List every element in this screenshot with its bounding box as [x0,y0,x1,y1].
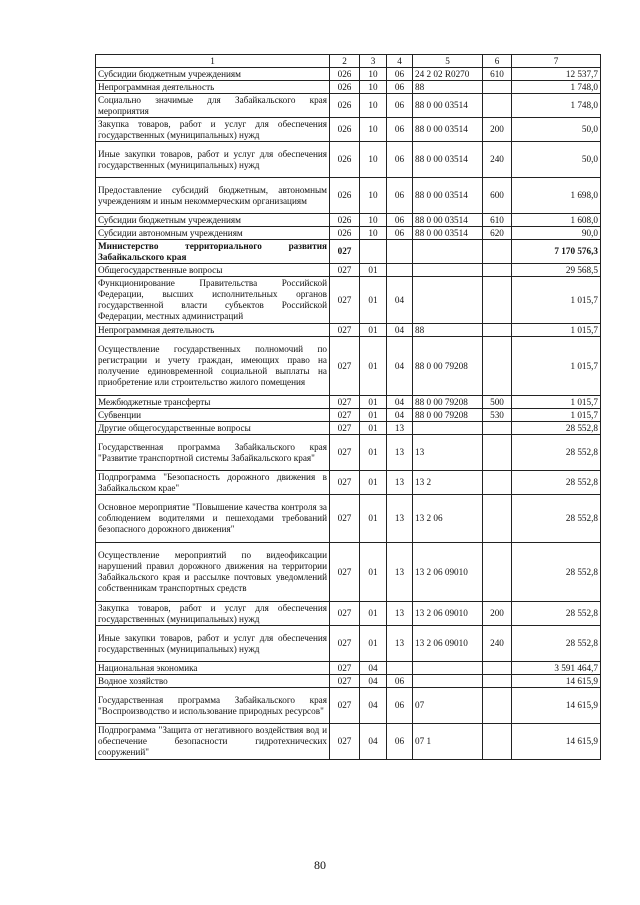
cell-expense-type [483,543,512,602]
cell-admin-code: 026 [330,81,360,94]
cell-name: Функционирование Правительства Российской Федерации, высших исполнительных органов государственной власти субъектов Российской Федерации, местных администраций [96,277,330,324]
cell-section: 10 [360,118,387,142]
cell-expense-type [483,240,512,264]
cell-target-article [413,422,483,435]
cell-target-article: 88 0 00 79208 [413,337,483,396]
cell-section: 10 [360,94,387,118]
cell-expense-type [483,688,512,724]
cell-target-article: 07 [413,688,483,724]
cell-name: Субвенции [96,409,330,422]
cell-target-article: 88 0 00 03514 [413,178,483,214]
cell-section: 01 [360,543,387,602]
cell-admin-code: 026 [330,142,360,178]
cell-admin-code: 027 [330,602,360,626]
header-row [96,55,601,68]
table-row [96,602,601,626]
cell-target-article: 88 0 00 79208 [413,409,483,422]
cell-name: Национальная экономика [96,662,330,675]
cell-expense-type [483,495,512,543]
cell-amount: 28 552,8 [512,602,601,626]
budget-sheet [95,54,600,760]
cell-expense-type: 600 [483,178,512,214]
cell-name: Иные закупки товаров, работ и услуг для обеспечения государственных (муниципальных) нужд [96,142,330,178]
cell-amount: 1 748,0 [512,81,601,94]
cell-amount: 14 615,9 [512,724,601,760]
cell-admin-code: 027 [330,240,360,264]
table-row [96,94,601,118]
cell-section: 01 [360,409,387,422]
cell-section: 01 [360,602,387,626]
cell-admin-code: 026 [330,94,360,118]
cell-name: Осуществление мероприятий по видеофиксации нарушений правил дорожного движения на территории Забайкальского края и рассылке почтовых уведомлений собственникам транспортных средств [96,543,330,602]
cell-name: Водное хозяйство [96,675,330,688]
cell-target-article: 88 0 00 03514 [413,94,483,118]
cell-amount: 1 698,0 [512,178,601,214]
cell-expense-type [483,277,512,324]
table-row [96,227,601,240]
cell-name: Государственная программа Забайкальского края "Воспроизводство и использование природных ресурсов" [96,688,330,724]
table-row [96,688,601,724]
cell-admin-code: 026 [330,68,360,81]
budget-table-body [96,68,601,760]
cell-expense-type [483,94,512,118]
cell-name: Субсидии бюджетным учреждениям [96,68,330,81]
cell-expense-type [483,471,512,495]
table-row [96,662,601,675]
header-col-4: 4 [387,55,413,68]
cell-subsection: 06 [387,688,413,724]
cell-subsection: 04 [387,337,413,396]
cell-subsection: 06 [387,227,413,240]
cell-subsection: 13 [387,435,413,471]
cell-target-article: 88 0 00 03514 [413,142,483,178]
cell-subsection: 13 [387,495,413,543]
cell-expense-type [483,422,512,435]
page-number: 80 [314,858,326,872]
cell-section: 01 [360,471,387,495]
cell-target-article: 13 2 06 09010 [413,543,483,602]
cell-target-article [413,277,483,324]
cell-name: Иные закупки товаров, работ и услуг для обеспечения государственных (муниципальных) нужд [96,626,330,662]
cell-name: Субсидии бюджетным учреждениям [96,214,330,227]
cell-amount: 1 015,7 [512,337,601,396]
cell-subsection [387,662,413,675]
cell-expense-type [483,81,512,94]
cell-expense-type [483,662,512,675]
cell-expense-type: 620 [483,227,512,240]
cell-target-article: 88 0 00 03514 [413,227,483,240]
cell-amount: 7 170 576,3 [512,240,601,264]
cell-amount: 50,0 [512,142,601,178]
header-col-6: 6 [483,55,512,68]
cell-name: Общегосударственные вопросы [96,264,330,277]
cell-subsection: 06 [387,81,413,94]
cell-admin-code: 027 [330,409,360,422]
table-row [96,724,601,760]
table-row [96,337,601,396]
cell-expense-type: 200 [483,602,512,626]
cell-subsection: 04 [387,277,413,324]
cell-subsection: 06 [387,178,413,214]
cell-expense-type: 200 [483,118,512,142]
cell-section: 10 [360,214,387,227]
cell-target-article [413,675,483,688]
table-row [96,626,601,662]
cell-name: Осуществление государственных полномочий по регистрации и учету граждан, имеющих право на получение единовременной социальной выплаты на приобретение или строительство жилого помещения [96,337,330,396]
cell-amount: 28 552,8 [512,543,601,602]
cell-amount: 28 552,8 [512,471,601,495]
cell-subsection [387,240,413,264]
cell-name: Закупка товаров, работ и услуг для обеспечения государственных (муниципальных) нужд [96,602,330,626]
header-col-3: 3 [360,55,387,68]
cell-subsection: 13 [387,543,413,602]
cell-subsection: 04 [387,409,413,422]
cell-amount: 90,0 [512,227,601,240]
cell-name: Основное мероприятие "Повышение качества контроля за соблюдением водителями и пешеходами требований безопасного дорожного движения" [96,495,330,543]
cell-amount: 1 608,0 [512,214,601,227]
cell-subsection: 13 [387,626,413,662]
cell-admin-code: 027 [330,626,360,662]
cell-amount: 28 552,8 [512,422,601,435]
table-row [96,471,601,495]
cell-section: 10 [360,68,387,81]
cell-section: 01 [360,422,387,435]
cell-admin-code: 027 [330,422,360,435]
cell-amount: 29 568,5 [512,264,601,277]
header-col-7: 7 [512,55,601,68]
cell-section: 04 [360,724,387,760]
cell-expense-type [483,337,512,396]
budget-table [95,54,601,760]
cell-amount: 1 015,7 [512,396,601,409]
cell-admin-code: 027 [330,675,360,688]
cell-section: 01 [360,277,387,324]
cell-subsection: 06 [387,724,413,760]
table-row [96,396,601,409]
table-row [96,675,601,688]
cell-target-article: 13 2 06 09010 [413,626,483,662]
table-row [96,240,601,264]
cell-target-article: 24 2 02 R0270 [413,68,483,81]
table-row [96,68,601,81]
cell-name: Подпрограмма "Защита от негативного воздействия вод и обеспечение безопасности гидротехнических сооружений" [96,724,330,760]
cell-name: Государственная программа Забайкальского края "Развитие транспортной системы Забайкальского края" [96,435,330,471]
cell-section: 01 [360,435,387,471]
cell-target-article: 13 [413,435,483,471]
cell-admin-code: 026 [330,118,360,142]
cell-expense-type: 240 [483,626,512,662]
cell-section [360,240,387,264]
cell-admin-code: 027 [330,435,360,471]
cell-target-article [413,240,483,264]
cell-expense-type [483,675,512,688]
cell-admin-code: 027 [330,471,360,495]
cell-admin-code: 027 [330,724,360,760]
cell-name: Межбюджетные трансферты [96,396,330,409]
cell-name: Министерство территориального развития Забайкальского края [96,240,330,264]
cell-name: Предоставление субсидий бюджетным, автономным учреждениям и иным некоммерческим организациям [96,178,330,214]
cell-subsection: 13 [387,422,413,435]
cell-expense-type [483,435,512,471]
cell-amount: 14 615,9 [512,688,601,724]
table-row [96,214,601,227]
cell-amount: 3 591 464,7 [512,662,601,675]
cell-admin-code: 027 [330,543,360,602]
cell-admin-code: 027 [330,264,360,277]
cell-target-article: 88 0 00 03514 [413,214,483,227]
cell-amount: 1 015,7 [512,324,601,337]
cell-expense-type [483,264,512,277]
cell-subsection: 06 [387,118,413,142]
cell-expense-type [483,724,512,760]
cell-amount: 50,0 [512,118,601,142]
cell-name: Субсидии автономным учреждениям [96,227,330,240]
table-row [96,422,601,435]
cell-name: Другие общегосударственные вопросы [96,422,330,435]
table-row [96,277,601,324]
cell-section: 10 [360,81,387,94]
table-row [96,178,601,214]
cell-target-article: 88 0 00 79208 [413,396,483,409]
cell-amount: 28 552,8 [512,626,601,662]
cell-target-article: 88 [413,324,483,337]
cell-section: 01 [360,495,387,543]
cell-admin-code: 026 [330,214,360,227]
cell-target-article [413,662,483,675]
cell-admin-code: 027 [330,337,360,396]
table-row [96,118,601,142]
cell-admin-code: 027 [330,324,360,337]
cell-section: 01 [360,337,387,396]
cell-subsection: 06 [387,94,413,118]
cell-amount: 1 015,7 [512,409,601,422]
cell-section: 01 [360,264,387,277]
cell-subsection: 13 [387,471,413,495]
cell-admin-code: 027 [330,277,360,324]
cell-amount: 1 015,7 [512,277,601,324]
cell-amount: 28 552,8 [512,435,601,471]
cell-name: Непрограммная деятельность [96,324,330,337]
table-row [96,142,601,178]
cell-section: 04 [360,688,387,724]
cell-admin-code: 027 [330,396,360,409]
cell-amount: 28 552,8 [512,495,601,543]
cell-section: 04 [360,675,387,688]
cell-admin-code: 027 [330,688,360,724]
cell-section: 04 [360,662,387,675]
cell-expense-type: 610 [483,214,512,227]
cell-name: Закупка товаров, работ и услуг для обеспечения государственных (муниципальных) нужд [96,118,330,142]
table-row [96,264,601,277]
cell-name: Непрограммная деятельность [96,81,330,94]
cell-subsection: 06 [387,214,413,227]
table-row [96,81,601,94]
cell-subsection: 04 [387,396,413,409]
cell-expense-type: 240 [483,142,512,178]
cell-expense-type [483,324,512,337]
cell-admin-code: 026 [330,178,360,214]
table-row [96,543,601,602]
cell-section: 10 [360,142,387,178]
cell-target-article: 88 [413,81,483,94]
header-col-1: 1 [96,55,330,68]
cell-name: Социально значимые для Забайкальского края мероприятия [96,94,330,118]
cell-section: 10 [360,178,387,214]
table-row [96,435,601,471]
cell-subsection: 13 [387,602,413,626]
header-col-2: 2 [330,55,360,68]
cell-subsection: 06 [387,675,413,688]
cell-admin-code: 027 [330,662,360,675]
cell-target-article: 13 2 [413,471,483,495]
cell-target-article: 07 1 [413,724,483,760]
header-col-5: 5 [413,55,483,68]
cell-section: 01 [360,324,387,337]
cell-amount: 12 537,7 [512,68,601,81]
cell-expense-type: 610 [483,68,512,81]
table-row [96,495,601,543]
table-row [96,324,601,337]
cell-name: Подпрограмма "Безопасность дорожного движения в Забайкальском крае" [96,471,330,495]
cell-target-article: 13 2 06 [413,495,483,543]
cell-expense-type: 500 [483,396,512,409]
cell-section: 10 [360,227,387,240]
cell-target-article: 13 2 06 09010 [413,602,483,626]
cell-target-article [413,264,483,277]
cell-section: 01 [360,626,387,662]
cell-amount: 1 748,0 [512,94,601,118]
cell-expense-type: 530 [483,409,512,422]
cell-subsection [387,264,413,277]
cell-subsection: 04 [387,324,413,337]
cell-section: 01 [360,396,387,409]
cell-subsection: 06 [387,142,413,178]
cell-admin-code: 026 [330,227,360,240]
cell-admin-code: 027 [330,495,360,543]
cell-target-article: 88 0 00 03514 [413,118,483,142]
cell-amount: 14 615,9 [512,675,601,688]
table-row [96,409,601,422]
cell-subsection: 06 [387,68,413,81]
